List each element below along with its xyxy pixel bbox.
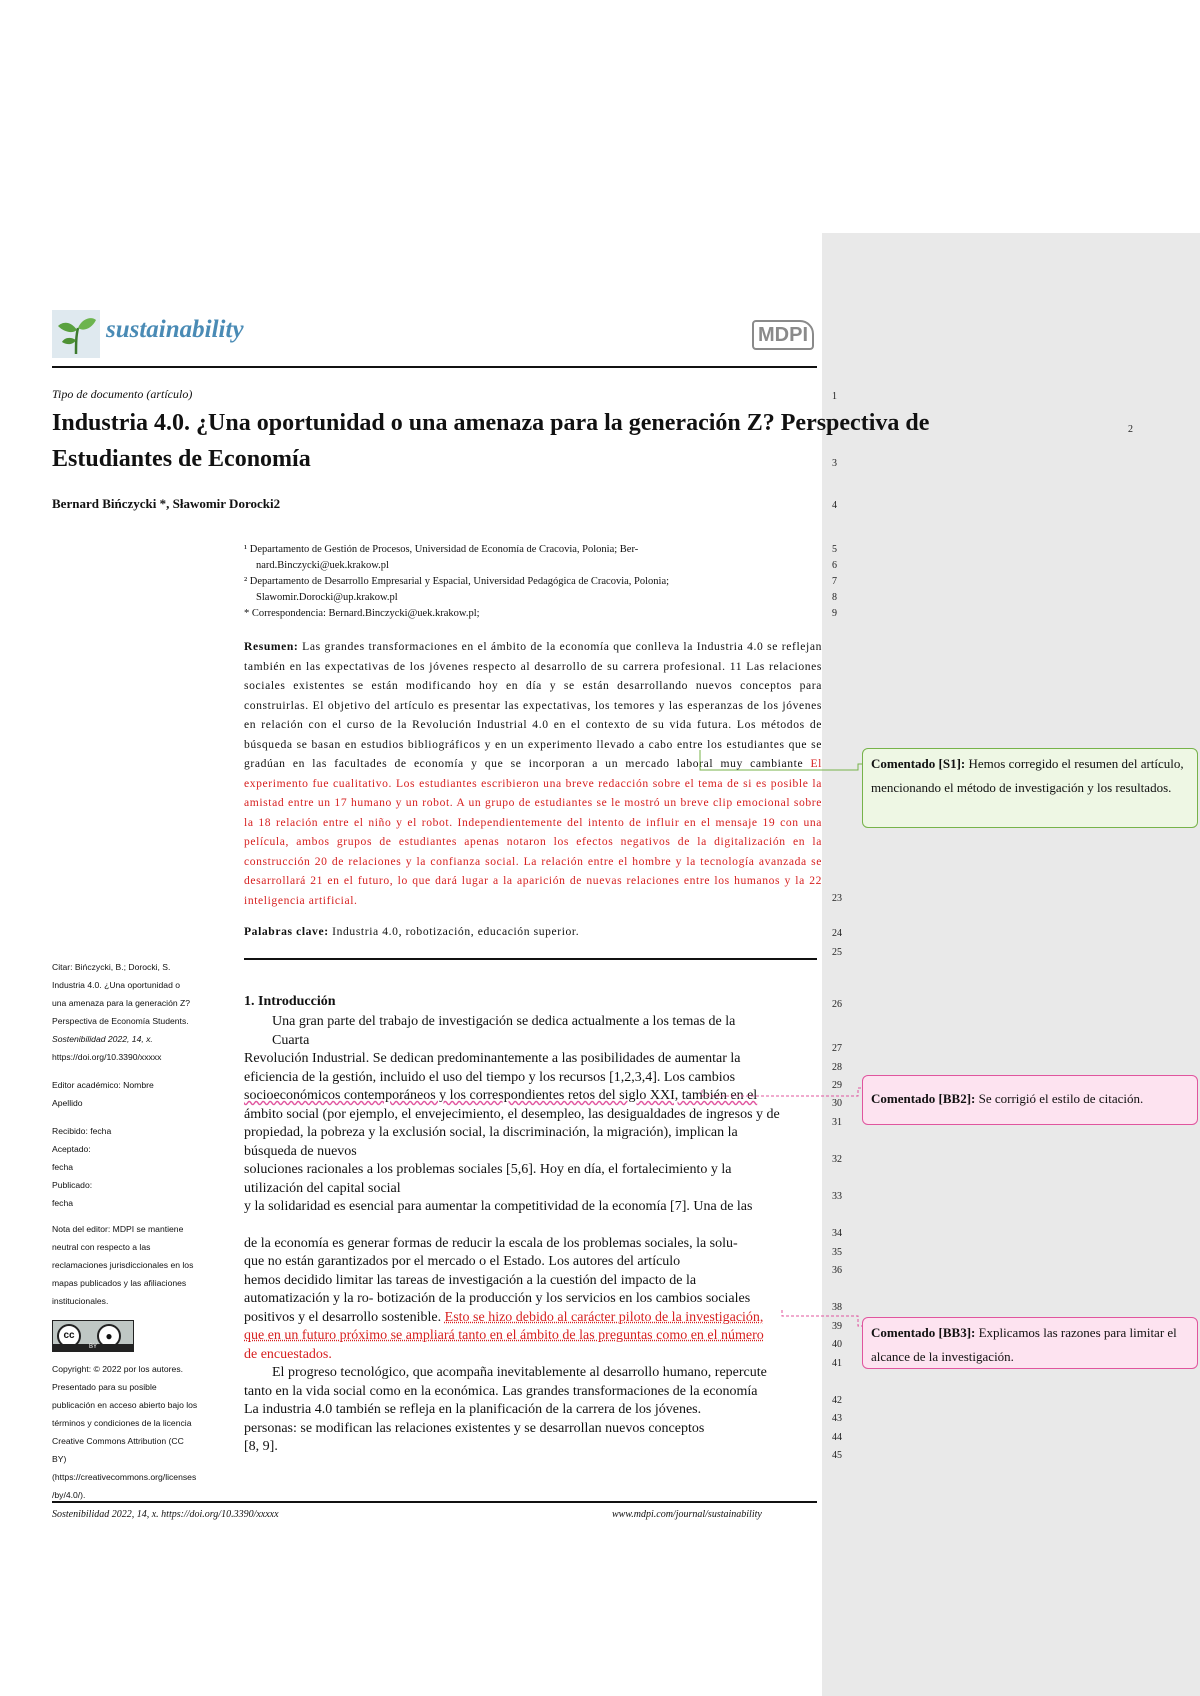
note-line: institucionales. [52, 1296, 109, 1306]
cc-by-icon: cc ● BY [52, 1320, 134, 1352]
affiliation-line: ¹ Departamento de Gestión de Procesos, Universidad de Economía de Cracovia, Polonia; Ber- [244, 544, 639, 555]
line-number: 41 [832, 1358, 842, 1369]
body-line: Una gran parte del trabajo de investigación se dedica actualmente a los temas de la [272, 1014, 736, 1029]
citation-line: una amenaza para la generación Z? [52, 998, 191, 1008]
editor-label: Editor académico: Nombre [52, 1080, 154, 1090]
citation-line: Citar: Bińczycki, B.; Dorocki, S. [52, 962, 171, 972]
line-number: 23 [832, 893, 842, 904]
date-line: Recibido: fecha [52, 1126, 112, 1136]
affiliations [244, 542, 804, 622]
abstract-revised-text: El experimento fue cualitativo. Los estudiantes escribieron una breve redacción sobre el tema de si es posible la amistad entre un 17 humano y un robot. A un grupo de estudiantes se le mostró un breve clip emocional sobre la 18 relación entre el niño y el robot. Independientemente del intento de influir en el mensaje 19 con una película, ambos grupos de estudiantes apenas notaron los efectos negativos de la digitalización en la construcción 20 de relaciones y la confianza social. La relación entre el hombre y la tecnología avanzada se desarrollará 21 en el futuro, lo que dará lugar a la aparición de nuevas relaciones entre los humanos y la 22 inteligencia artificial. [244, 757, 823, 907]
copyright-line: Copyright: © 2022 por los autores. [52, 1364, 184, 1374]
comment-bb2[interactable] [862, 1075, 1198, 1125]
line-number: 31 [832, 1117, 842, 1128]
copyright-line: Creative Commons Attribution (CC [52, 1436, 184, 1446]
body-line: y la solidaridad es esencial para aumentar la competitividad de la economía [7]. Una de las [244, 1199, 753, 1214]
body-line: automatización y la ro- botización de la producción y los servicios en los cambios sociales [244, 1291, 751, 1306]
body-line: [8, 9]. [244, 1439, 278, 1454]
line-number: 25 [832, 947, 842, 958]
body-line: Revolución Industrial. Se dedican predominantemente a las posibilidades de aumentar la [244, 1051, 741, 1066]
page-title-line-2: Estudiantes de Economía [52, 446, 311, 472]
note-line: Nota del editor: MDPI se mantiene [52, 1224, 184, 1234]
date-line: fecha [52, 1198, 74, 1208]
keywords-value: Industria 4.0, robotización, educación superior. [332, 925, 580, 938]
line-number: 5 [832, 544, 837, 555]
body-line: búsqueda de nuevos [244, 1143, 357, 1159]
date-line: Publicado: [52, 1180, 93, 1190]
citation-block [52, 958, 224, 1066]
comment-s1[interactable] [862, 748, 1198, 828]
editor-value: Apellido [52, 1098, 83, 1108]
abstract-text: Las grandes transformaciones en el ámbito de la economía que conlleva la Industria 4.0 se reflejan también en las expectativas de los jóvenes respecto al desarrollo de su carrera profesional. 11 Las relaciones sociales existentes se están modificando hoy en día y se están desarrollando nuevos conceptos para construirlas. El objetivo del artículo es presentar las expectativas, los temores y las esperanzas de los jóvenes en relación con el curso de la Revolución Industrial 4.0 en el contexto de su vida futura. Los métodos de búsqueda se basan en estudios bibliográficos y en un experimento llevado a cabo entre los estudiantes que se gradúan en las facultades de economía y que se incorporan a un mercado laboral muy cambiante [244, 640, 822, 770]
citation-doi-link[interactable]: https://doi.org/10.3390/xxxxx [52, 1052, 162, 1062]
mdpi-logo: MDPI [752, 320, 814, 350]
body-line: tanto en la vida social como en la económica. Las grandes transformaciones de la economía [244, 1383, 758, 1399]
body-line: socioeconómicos contemporáneos y los correspondientes retos del siglo XXI, también en el [244, 1088, 758, 1103]
line-number: 40 [832, 1339, 842, 1350]
line-number: 2 [1128, 424, 1133, 435]
affiliation-line: nard.Binczycki@uek.krakow.pl [256, 560, 389, 571]
keywords-label: Palabras clave: [244, 925, 329, 938]
footer-citation: Sostenibilidad 2022, 14, x. https://doi.org/10.3390/xxxxx [52, 1509, 279, 1520]
copyright-line: Presentado para su posible [52, 1382, 157, 1392]
line-number: 30 [832, 1098, 842, 1109]
affiliation-line: ² Departamento de Desarrollo Empresarial y Espacial, Universidad Pedagógica de Cracovia, Polonia; [244, 576, 670, 587]
comment-text: Se corrigió el estilo de citación. [978, 1091, 1144, 1106]
line-number: 29 [832, 1080, 842, 1091]
body-line: ámbito social (por ejemplo, el envejecimiento, el desempleo, las desigualdades de ingresos y de [244, 1106, 780, 1122]
line-number: 7 [832, 576, 837, 587]
authors: Bernard Bińczycki *, Sławomir Dorocki2 [52, 496, 281, 511]
body-line: Cuarta [272, 1032, 310, 1048]
body-line-revised: que en un futuro próximo se ampliará tanto en el ámbito de las preguntas como en el número [244, 1328, 764, 1343]
line-number: 26 [832, 999, 842, 1010]
publisher-note [52, 1220, 224, 1310]
line-number: 9 [832, 608, 837, 619]
body-line: soluciones racionales a los problemas sociales [5,6]. Hoy en día, el fortalecimiento y la [244, 1162, 732, 1177]
copyright-line: publicación en acceso abierto bajo los [52, 1400, 198, 1410]
cc-caption: BY [53, 1344, 133, 1351]
line-number: 24 [832, 928, 842, 939]
footer-rule [52, 1501, 817, 1503]
abstract-label: Resumen: [244, 640, 299, 653]
section-heading: 1. Introducción [244, 994, 336, 1009]
body-line: propiedad, la pobreza y la exclusión social, la discriminación, la migración), implican la [244, 1125, 738, 1140]
body-line: utilización del capital social [244, 1180, 401, 1196]
line-number: 33 [832, 1191, 842, 1202]
affiliation-line: * Correspondencia: Bernard.Binczycki@uek.krakow.pl; [244, 608, 480, 619]
note-line: neutral con respecto a las [52, 1242, 151, 1252]
body-line-revised: de encuestados. [244, 1346, 332, 1362]
document-type: Tipo de documento (artículo) [52, 387, 193, 401]
line-number: 34 [832, 1228, 842, 1239]
comment-connectors [690, 740, 890, 1360]
note-line: mapas publicados y las afiliaciones [52, 1278, 187, 1288]
line-number: 32 [832, 1154, 842, 1165]
line-number: 28 [832, 1062, 842, 1073]
line-number: 43 [832, 1413, 842, 1424]
date-line: fecha [52, 1162, 74, 1172]
line-number: 44 [832, 1432, 842, 1443]
copyright-block [52, 1360, 224, 1504]
line-number: 6 [832, 560, 837, 571]
body-line: hemos decidido limitar las tareas de investigación a la cuestión del impacto de la [244, 1272, 697, 1288]
comment-bb3[interactable] [862, 1317, 1198, 1369]
body-line-segment: positivos y el desarrollo sostenible. [244, 1309, 442, 1325]
line-number: 27 [832, 1043, 842, 1054]
copyright-line: BY) [52, 1454, 67, 1464]
line-number: 45 [832, 1450, 842, 1461]
body-line: eficiencia de la gestión, incluido el uso del tiempo y los recursos [1,2,3,4]. Los cambios [244, 1069, 736, 1085]
line-number: 38 [832, 1302, 842, 1313]
leaf-icon [52, 310, 100, 358]
body-line: de la economía es generar formas de reducir la escala de los problemas sociales, la solu- [244, 1235, 738, 1251]
copyright-line: términos y condiciones de la licencia [52, 1418, 192, 1428]
citation-line: Perspectiva de Economía Students. [52, 1016, 189, 1026]
affiliation-line: Slawomir.Dorocki@up.krakow.pl [256, 592, 398, 603]
header-rule [52, 366, 817, 368]
line-number: 3 [832, 458, 837, 469]
journal-name: sustainability [106, 316, 244, 343]
note-line: reclamaciones jurisdiccionales en los [52, 1260, 194, 1270]
comment-text: Hemos corregido el resumen del artículo, mencionando el método de investigación y los resultados. [871, 756, 1184, 795]
page-title-line-1: Industria 4.0. ¿Una oportunidad o una amenaza para la generación Z? Perspectiva de [52, 410, 930, 436]
license-link[interactable]: (https://creativecommons.org/licenses [52, 1472, 197, 1482]
body-line: El progreso tecnológico, que acompaña inevitablemente al desarrollo humano, repercute [272, 1365, 767, 1380]
comment-label: Comentado [BB2]: [871, 1091, 976, 1106]
line-number: 1 [832, 391, 837, 402]
footer-journal-url[interactable]: www.mdpi.com/journal/sustainability [612, 1509, 762, 1520]
line-number: 8 [832, 592, 837, 603]
date-line: Aceptado: [52, 1144, 91, 1154]
comment-label: Comentado [BB3]: [871, 1325, 976, 1340]
citation-line: Sostenibilidad 2022, 14, x. [52, 1034, 153, 1044]
body-line-revised: Esto se hizo debido al carácter piloto de la investigación, [444, 1309, 764, 1325]
dates-block [52, 1122, 224, 1212]
license-link[interactable]: /by/4.0/). [52, 1490, 86, 1500]
line-number: 4 [832, 500, 837, 511]
editor-block [52, 1076, 224, 1112]
line-number: 42 [832, 1395, 842, 1406]
comment-label: Comentado [S1]: [871, 756, 966, 771]
line-number: 39 [832, 1321, 842, 1332]
citation-line: Industria 4.0. ¿Una oportunidad o [52, 980, 181, 990]
line-number: 35 [832, 1247, 842, 1258]
body-line: personas: se modifican las relaciones existentes y se desarrollan nuevos conceptos [244, 1420, 705, 1436]
journal-logo [52, 310, 100, 358]
comment-text: Explicamos las razones para limitar el alcance de la investigación. [871, 1325, 1177, 1364]
body-line: que no están garantizados por el mercado o el Estado. Los autores del artículo [244, 1254, 681, 1269]
line-number: 36 [832, 1265, 842, 1276]
body-line: La industria 4.0 también se refleja en la planificación de la carrera de los jóvenes. [244, 1402, 702, 1417]
sidebar [52, 958, 224, 1504]
